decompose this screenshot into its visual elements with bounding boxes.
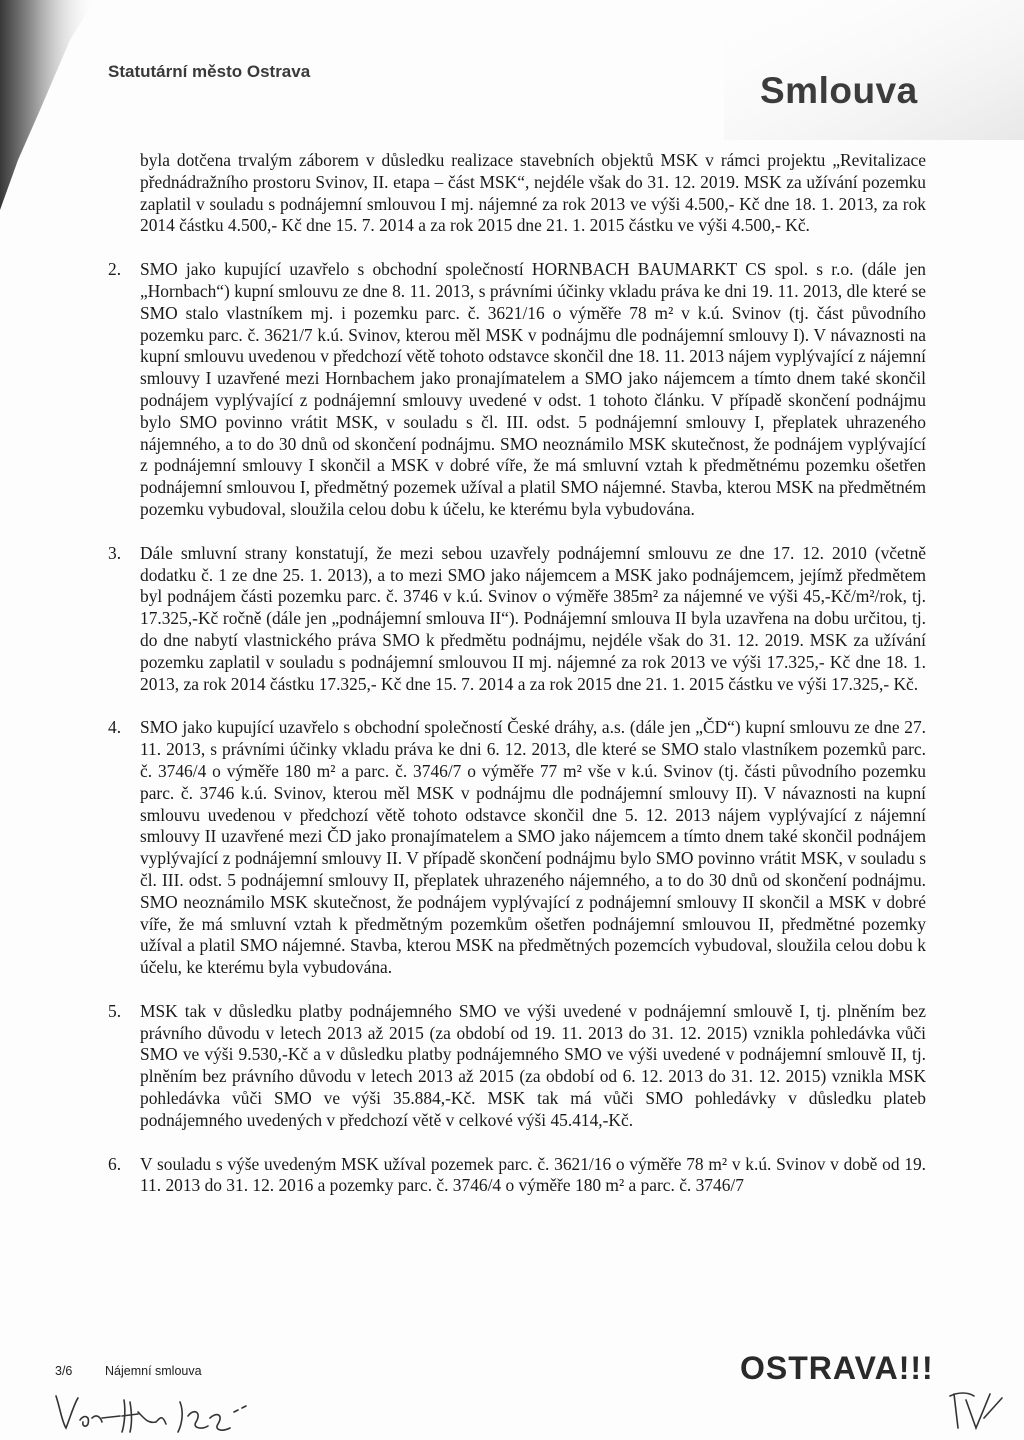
clause-text: MSK tak v důsledku platby podnájemného SMO ve výši uvedené v podnájemní smlouvě I, tj. plněním bez právního důvodu v letech 2013 až 2015 (za období od 19. 11. 2013 do 31. 12. 2015) vznikla pohledávka vůči SMO ve výši 9.530,-Kč a v důsledku platby podnájemného SMO ve výši uvedené v podnájemní smlouvě II, tj. plněním bez právního důvodu v letech 2013 až 2015 (za období od 6. 12. 2013 do 31. 12. 2015) vznikla MSK pohledávka vůči SMO ve výši 35.884,-Kč. MSK tak má vůči SMO pohledávky v důsledku plateb podnájemného uvedených v předchozí větě v celkové výši 45.414,-Kč. xyxy=(140,1000,926,1130)
clause-3 xyxy=(108,543,926,696)
organization-name: Statutární město Ostrava xyxy=(108,62,311,81)
clause-number: 6. xyxy=(108,1153,122,1174)
handwritten-initials-icon xyxy=(948,1388,1008,1433)
intro-paragraph: byla dotčena trvalým záborem v důsledku realizace stavebních objektů MSK v rámci projektu „Revitalizace přednádražního prostoru Svinov, II. etapa – část MSK“, nejdéle však do 31. 12. 2019. MSK za užívání pozemku zaplatil v souladu s podnájemní smlouvou I mj. nájemné za rok 2013 ve výši 4.500,- Kč dne 18. 1. 2013, za rok 2014 částku 4.500,- Kč dne 15. 7. 2014 a za rok 2015 dne 21. 1. 2015 částku ve výši 4.500,- Kč. xyxy=(140,150,926,236)
clause-text: V souladu s výše uvedeným MSK užíval pozemek parc. č. 3621/16 o výměře 78 m² v k.ú. Svinov v době od 19. 11. 2013 do 31. 12. 2016 a pozemky parc. č. 3746/4 o výměře 180 m² a parc. č. 3746/7 xyxy=(140,1153,926,1196)
clause-2 xyxy=(108,259,926,521)
ostrava-logo: OSTRAVA!!! xyxy=(740,1350,934,1386)
clause-number: 5. xyxy=(108,1000,122,1021)
clause-number: 2. xyxy=(108,259,122,280)
handwritten-signature-icon xyxy=(52,1388,252,1438)
clause-text: Dále smluvní strany konstatují, že mezi sebou uzavřely podnájemní smlouvu ze dne 17. 12. 2010 (včetně dodatku č. 1 ze dne 25. 1. 2013), a to mezi SMO jako nájemcem a MSK jako podnájemcem, jejímž předmětem byl podnájem části pozemku parc. č. 3746 v k.ú. Svinov o výměře 385m² za nájemné ve výši 45,-Kč/m²/rok, tj. 17.325,-Kč ročně (dále jen „podnájemní smlouva II“). Podnájemní smlouva II byla uzavřena na dobu určitou, tj. do dne nabytí vlastnického práva SMO k předmětu podnájmu, nejdéle však do 31. 12. 2019. MSK za užívání pozemku zaplatil v souladu s podnájemní smlouvou II mj. nájemné za rok 2013 ve výši 17.325,- Kč dne 18. 1. 2013, za rok 2014 částku 17.325,- Kč dne 15. 7. 2014 a za rok 2015 dne 21. 1. 2015 částku ve výši 17.325,- Kč. xyxy=(140,542,926,694)
clause-4 xyxy=(108,717,926,979)
clause-number: 4. xyxy=(108,717,122,738)
document-body xyxy=(108,150,926,1197)
document-type-title: Smlouva xyxy=(760,70,918,111)
page-number: 3/6 xyxy=(55,1364,73,1378)
clause-5 xyxy=(108,1001,926,1132)
footer-document-label: Nájemní smlouva xyxy=(105,1364,202,1378)
clause-text: SMO jako kupující uzavřelo s obchodní společností HORNBACH BAUMARKT CS spol. s r.o. (dále jen „Hornbach“) kupní smlouvu ze dne 8. 11. 2013, s právními účinky vkladu práva ke dni 19. 11. 2013, dle které se SMO stalo vlastníkem mj. i pozemku parc. č. 3621/16 o výměře 78 m² v k.ú. Svinov (tj. část původního pozemku parc. č. 3621/7 k.ú. Svinov, kterou měl MSK v podnájmu dle podnájemní smlouvy I). V návaznosti na kupní smlouvu uvedenou v předchozí větě tohoto odstavce skončil dne 18. 11. 2013 nájem vyplývající z nájemní smlouvy I uzavřené mezi Hornbachem jako pronajímatelem a SMO jako nájemcem a tímto dnem také skončil podnájem vyplývající z podnájemní smlouvy uvedené v odst. 1 tohoto článku. V případě skončení podnájmu bylo SMO povinno vrátit MSK, v souladu s čl. III. odst. 5 podnájemní smlouvy I, přeplatek uhrazeného nájemného, a to do 30 dnů od skončení podnájmu. SMO neoznámilo MSK skutečnost, že podnájem vyplývající z podnájemní smlouvy I skončil a MSK v dobré víře, že má smluvní vztah k předmětnému pozemku ošetřen podnájemní smlouvou I, předmětný pozemek užíval a platil SMO nájemné. Stavba, kterou MSK na předmětném pozemku vybudoval, sloužila celou dobu k účelu, ke kterému byla vybudována. xyxy=(140,259,926,519)
clause-6 xyxy=(108,1154,926,1198)
clause-number: 3. xyxy=(108,542,122,563)
clause-text: SMO jako kupující uzavřelo s obchodní společností České dráhy, a.s. (dále jen „ČD“) kupní smlouvu ze dne 27. 11. 2013, s právními účinky vkladu práva ke dni 6. 12. 2013, dle které se SMO stalo vlastníkem pozemků parc. č. 3746/4 o výměře 180 m² a parc. č. 3746/7 o výměře 77 m² vše v k.ú. Svinov (tj. části původního pozemku parc. č. 3746 k.ú. Svinov, kterou měl MSK v podnájmu dle podnájemní smlouvy II). V návaznosti na kupní smlouvu uvedenou v předchozí větě tohoto odstavce skončil dne 5. 12. 2013 nájem vyplývající z nájemní smlouvy II uzavřené mezi ČD jako pronajímatelem a SMO jako nájemcem a tímto dnem také skončil podnájem vyplývající z podnájemní smlouvy II. V případě skončení podnájmu bylo SMO povinno vrátit MSK, v souladu s čl. III. odst. 5 podnájemní smlouvy II, přeplatek uhrazeného nájemného, a to do 30 dnů od skončení podnájmu. SMO neoznámilo MSK skutečnost, že podnájem vyplývající z podnájemní smlouvy II skončil a MSK v dobré víře, že má smluvní vztah k předmětným pozemkům ošetřen podnájemní smlouvou II, předmětné pozemky užíval a platil SMO nájemné. Stavba, kterou MSK na předmětných pozemcích vybudoval, sloužila celou dobu k účelu, ke kterému byla vybudována. xyxy=(140,717,926,978)
